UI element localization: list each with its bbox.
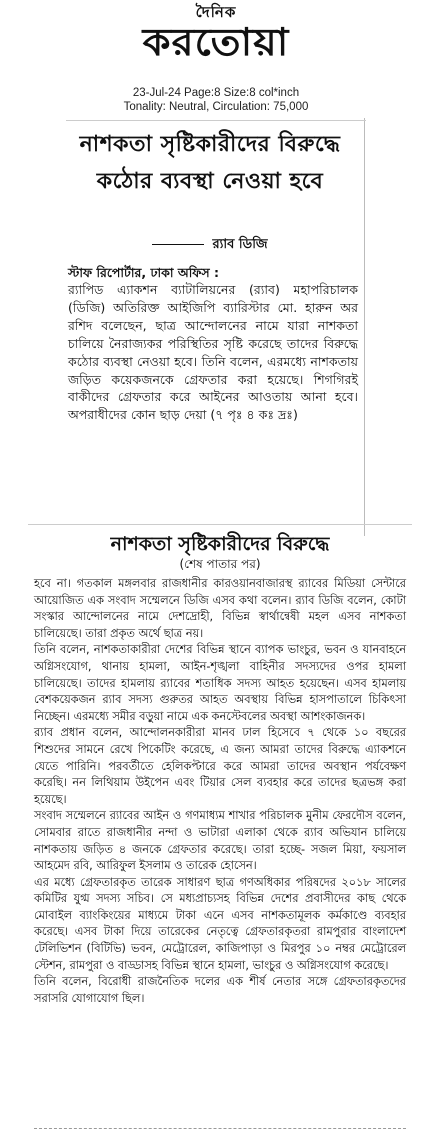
masthead-daily-label: দৈনিক: [195, 3, 237, 21]
article-body: [68, 281, 358, 424]
bottom-cut-line: [34, 1128, 406, 1129]
subheadline-dash: [152, 244, 204, 245]
continuation-headline: নাশকতা সৃষ্টিকারীদের বিরুদ্ধে: [110, 533, 330, 555]
masthead-title: করতোয়া: [142, 19, 290, 64]
continuation-body: [34, 576, 406, 1007]
article-byline: স্টাফ রিপোর্টার, ঢাকা অফিস :: [68, 265, 220, 280]
clipping-date-page-info: 23-Jul-24 Page:8 Size:8 col*inch: [132, 87, 300, 99]
newspaper-masthead: [0, 4, 432, 63]
subheadline-text: র‍্যাব ডিজি: [212, 237, 268, 252]
continuation-paragraph: হবে না। গতকাল মঙ্গলবার রাজধানীর কারওয়ানবাজারস্থ র‍্যাবের মিডিয়া সেন্টারে আয়োজিত এক সংবাদ সম্মেলনে ডিজি এসব কথা বলেন। র‍্যাব ডিজি বলেন, কোটা সংস্কার আন্দোলনের নামে দেশদ্রোহী, বিভিন্ন স্বার্থান্বেষী মহল এসব নাশকতা চালিয়েছে। তারা প্রকৃত অর্থে ছাত্র নয়।: [34, 577, 406, 640]
clipping-tonality-circulation: Tonality: Neutral, Circulation: 75,000: [123, 101, 309, 113]
article-body-paragraph: র‍্যাপিড এ্যাকশন ব্যাটালিয়নের (র‍্যাব) মহাপরিচালক (ডিজি) অতিরিক্ত আইজিপি ব্যারিস্টার মো. হারুন অর রশিদ বলেছেন, ছাত্র আন্দোলনের নামে যারা নাশকতা চালিয়ে নৈরাজ্যকর পরিস্থিতির সৃষ্টি করেছে তাদের বিরুদ্ধে কঠোর ব্যবস্থা নেওয়া হবে। তিনি বলেন, এরমধ্যে নাশকতায় জড়িত কয়েকজনকে গ্রেফতার করা হয়েছে। শিগগিরই বাকীদের গ্রেফতার করে আইনের আওতায় আনা হবে। অপরাধীদের কোন ছাড় দেয়া (৭ পৃঃ ৪ কঃ দ্রঃ): [68, 282, 358, 423]
continuation-paragraph: তিনি বলেন, নাশকতাকারীরা দেশের বিভিন্ন স্থানে ব্যাপক ভাংচুর, ভবন ও যানবাহনে অগ্নিসংযোগ, থানায় হামলা, আইন-শৃঙ্খলা বাহিনীর সদস্যদের ওপর হামলা চালিয়েছে। তাদের হামলায় র‍্যাবের শতাধিক সদস্য আহত হয়েছেন। এসব হামলায় বেশকয়েকজন র‍্যাব সদস্য গুরুতর আহত অবস্থায় বিভিন্ন হাসপাতালে চিকিৎসা নিচ্ছেন। এরমধ্যে সমীর বড়ুয়া নামে এক কনস্টেবলের অবস্থা আশংকাজনক।: [34, 643, 406, 723]
continuation-paragraph: সংবাদ সম্মেলনে র‍্যাবের আইন ও গণমাধ্যম শাখার পরিচালক মুনীম ফেরদৌস বলেন, সোমবার রাতে রাজধানীর নন্দা ও ভাটারা এলাকা থেকে র‍্যাব অভিযান চালিয়ে নাশকতায় জড়িত ৪ জনকে গ্রেফতার করেছে। তারা হচ্ছে- সজল মিয়া, ফয়সাল আহমেদ রবি, আরিফুল ইসলাম ও তারেক হোসেন।: [34, 809, 406, 873]
continuation-subheadline: (শেষ পাতার পর): [179, 557, 261, 571]
continuation-paragraph: তিনি বলেন, বিরোধী রাজনৈতিক দলের এক শীর্ষ নেতার সঙ্গে গ্রেফতারকৃতদের সরাসরি যোগাযোগ ছিল।: [34, 975, 406, 1005]
clipping-top-rule: [66, 120, 366, 121]
continuation-paragraph: র‍্যাব প্রধান বলেন, আন্দোলনকারীরা মানব ঢাল হিসেবে ৭ থেকে ১০ বছরের শিশুদের সামনে রেখে পিকেটিং করেছে, এ জন্য আমরা তাদের বিরুদ্ধে এ্যাকশনে যেতে পারিনি। পরবর্তীতে হেলিকপ্টারে করে আমরা তাদের অবস্থান পর্যবেক্ষণ করেছি। নন লিথিয়াম উইপেন এবং টিয়ার সেল ব্যবহার করে তাদের ছত্রভঙ্গ করা হয়েছে।: [34, 726, 406, 806]
continuation-paragraph: এর মধ্যে গ্রেফতারকৃত তারেক সাধারণ ছাত্র গণঅধিকার পরিষদের ২০১৮ সালের কমিটির যুগ্ম সদস্য সচিব। সে মধ্যপ্রাচ্যসহ বিভিন্ন দেশের প্রবাসীদের কাছ থেকে মোবাইল ব্যাংকিংয়ের মাধ্যমে টাকা এনে এসব নাশকতামূলক কর্মকাণ্ডে ব্যবহার করেছে। এসব টাকা দিয়ে তারেকের নেতৃত্বে গ্রেফতারকৃতরা রামপুরার বাংলাদেশ টেলিভিশন (বিটিভি) ভবন, মেট্রোরেল, কাজিপাড়া ও মিরপুর ১০ নম্বর মেট্রোরেল স্টেশন, রামপুরা ও বাড্ডাসহ বিভিন্ন স্থানে হামলা, ভাংচুর ও অগ্নিসংযোগ করেছে।: [34, 875, 406, 972]
article-headline: নাশকতা সৃষ্টিকারীদের বিরুদ্ধে কঠোর ব্যবস্থা নেওয়া হবে: [79, 132, 341, 194]
article-subheadline: [62, 236, 358, 254]
